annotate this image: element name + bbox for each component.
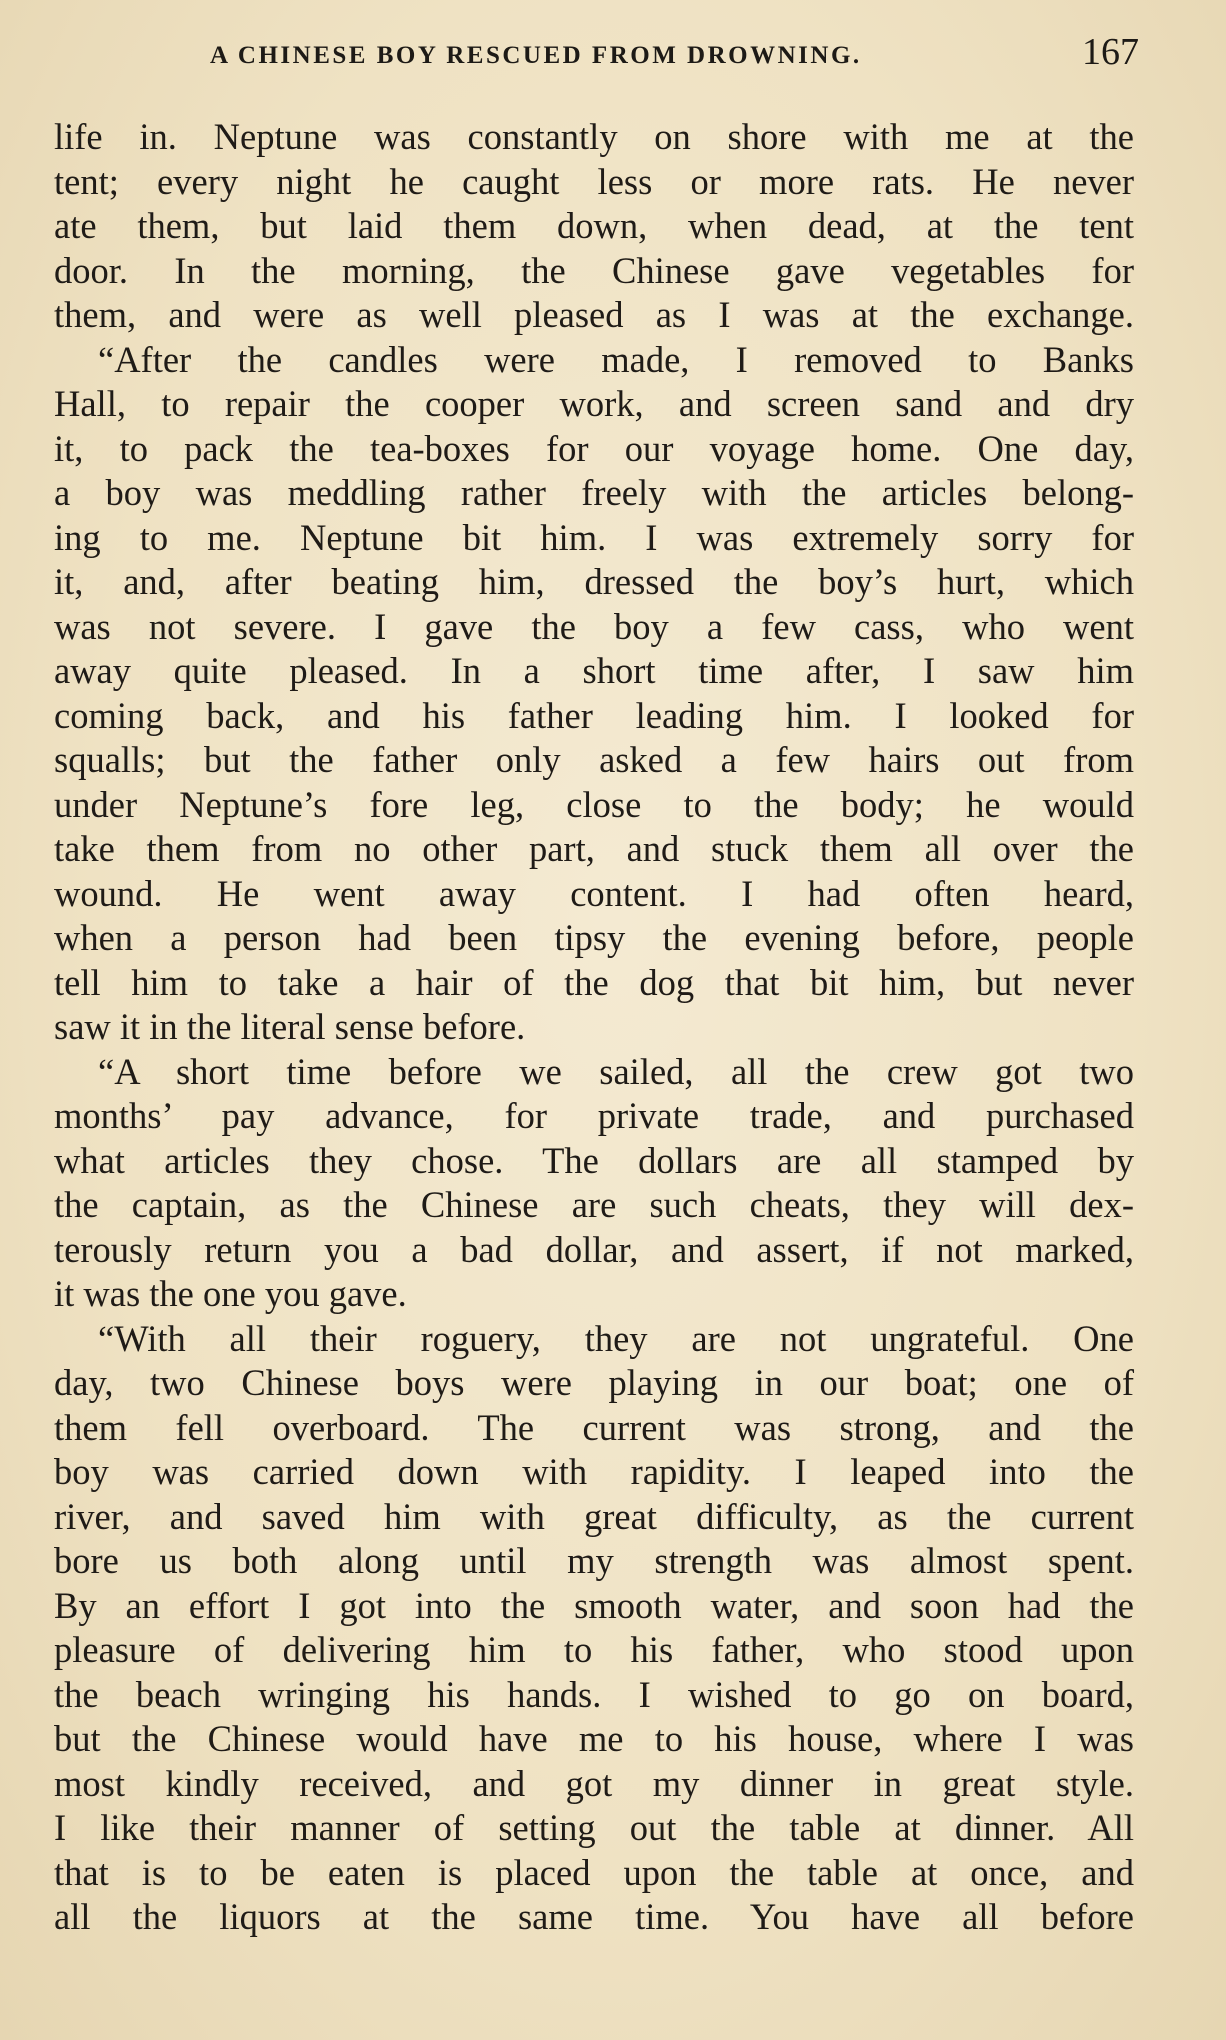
- text-line: By an effort I got into the smooth water, and soon had the: [54, 1584, 1134, 1626]
- running-head: A CHINESE BOY RESCUED FROM DROWNING.: [210, 42, 862, 69]
- text-line: day, two Chinese boys were playing in our boat; one of: [54, 1362, 1134, 1403]
- text-line: ate them, but laid them down, when dead, at the tent: [54, 205, 1134, 246]
- text-line: all the liquors at the same time. You have all before: [54, 1896, 1134, 1937]
- text-line: Hall, to repair the cooper work, and screen sand and dry: [54, 383, 1134, 424]
- text-line: wound. He went away content. I had often heard,: [54, 872, 1134, 914]
- text-line: was not severe. I gave the boy a few cass, who went: [54, 605, 1134, 647]
- page-number: 167: [1082, 31, 1139, 73]
- text-line: “With all their roguery, they are not ungrateful. One: [98, 1317, 1134, 1359]
- text-line: it was the one you gave.: [54, 1273, 407, 1314]
- text-line: life in. Neptune was constantly on shore with me at the: [54, 116, 1134, 157]
- text-line: “A short time before we sailed, all the crew got two: [98, 1050, 1134, 1092]
- text-line: boy was carried down with rapidity. I leaped into the: [54, 1451, 1134, 1492]
- text-line: them fell overboard. The current was strong, and the: [54, 1406, 1134, 1448]
- text-line: bore us both along until my strength was almost spent.: [54, 1540, 1134, 1581]
- text-line: pleasure of delivering him to his father, who stood upon: [54, 1629, 1134, 1670]
- text-line: the beach wringing his hands. I wished to go on board,: [54, 1673, 1134, 1715]
- text-line: that is to be eaten is placed upon the table at once, and: [54, 1851, 1134, 1893]
- text-line: when a person had been tipsy the evening before, people: [54, 917, 1134, 958]
- text-line: a boy was meddling rather freely with the articles belong-: [54, 472, 1134, 513]
- body-text: [54, 115, 1134, 1940]
- text-line: coming back, and his father leading him. I looked for: [54, 694, 1134, 736]
- text-line: it, to pack the tea-boxes for our voyage home. One day,: [54, 427, 1134, 469]
- text-line: I like their manner of setting out the table at dinner. All: [54, 1807, 1134, 1848]
- text-line: tell him to take a hair of the dog that bit him, but never: [54, 961, 1134, 1003]
- text-line: door. In the morning, the Chinese gave vegetables for: [54, 249, 1134, 291]
- text-line: take them from no other part, and stuck them all over the: [54, 828, 1134, 869]
- page-header: [54, 30, 1139, 80]
- text-line: river, and saved him with great difficulty, as the current: [54, 1495, 1134, 1537]
- text-line: months’ pay advance, for private trade, and purchased: [54, 1095, 1134, 1136]
- text-line: terously return you a bad dollar, and assert, if not marked,: [54, 1228, 1134, 1270]
- text-line: saw it in the literal sense before.: [54, 1006, 526, 1047]
- text-line: most kindly received, and got my dinner in great style.: [54, 1762, 1134, 1804]
- text-line: tent; every night he caught less or more rats. He never: [54, 160, 1134, 202]
- text-line: squalls; but the father only asked a few hairs out from: [54, 739, 1134, 780]
- text-line: ing to me. Neptune bit him. I was extremely sorry for: [54, 516, 1134, 558]
- text-line: what articles they chose. The dollars are all stamped by: [54, 1139, 1134, 1181]
- text-line: “After the candles were made, I removed to Banks: [98, 338, 1134, 380]
- text-line: under Neptune’s fore leg, close to the body; he would: [54, 783, 1134, 825]
- text-line: but the Chinese would have me to his house, where I was: [54, 1718, 1134, 1759]
- text-line: them, and were as well pleased as I was at the exchange.: [54, 294, 1134, 335]
- text-line: it, and, after beating him, dressed the boy’s hurt, which: [54, 561, 1134, 602]
- text-line: away quite pleased. In a short time after, I saw him: [54, 650, 1134, 691]
- text-line: the captain, as the Chinese are such cheats, they will dex-: [54, 1184, 1134, 1225]
